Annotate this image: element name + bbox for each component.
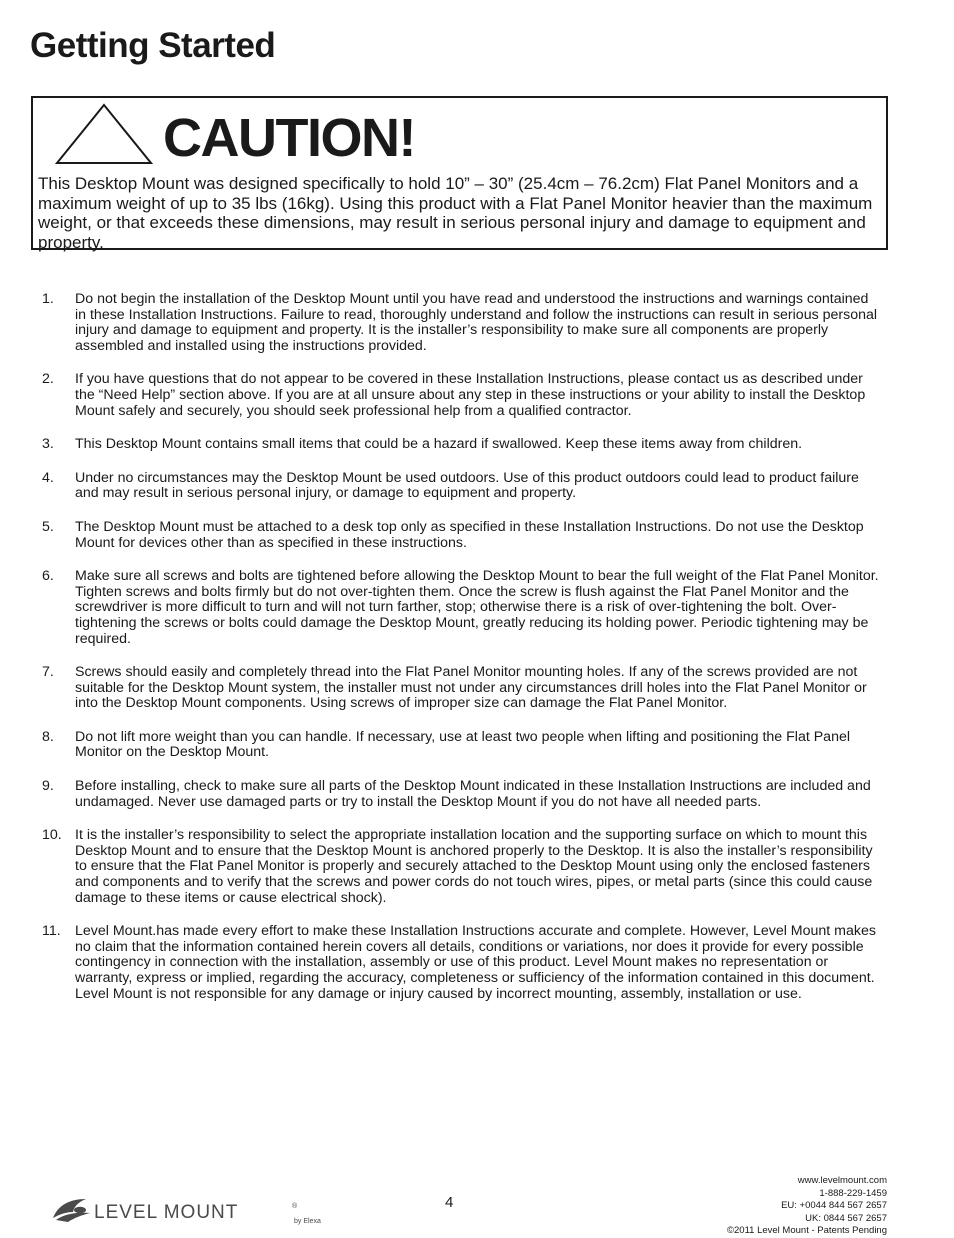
list-item (42, 292, 882, 354)
item-number: 4. (42, 469, 54, 486)
uk-phone-number: UK: 0844 567 2657 (805, 1212, 887, 1224)
item-text: It is the installer’s responsibility to select the appropriate installation location and the supporting surface on which to mount this Desktop Mount and to ensure that the Desktop Mount is anchored properly to the Desktop. It is also the installer’s responsibility to ensure that the Flat Panel Monitor is properly and securely attached to the Desktop Mount using only the enclosed fasteners and components and to verify that the screws and power cords do not touch wires, pipes, or metal parts (since this could cause damage to these items or cause electrical shock). (75, 827, 873, 906)
list-item (42, 779, 882, 810)
contact-info (727, 1175, 887, 1238)
list-item (42, 520, 882, 551)
list-item (42, 730, 882, 761)
page-title: Getting Started (30, 26, 276, 65)
item-number: 2. (42, 371, 54, 388)
phone-number: 1-888-229-1459 (819, 1187, 887, 1199)
caution-heading: CAUTION! (163, 108, 415, 168)
logo-byline: by Elexa (294, 1218, 321, 1225)
item-number: 8. (42, 728, 54, 745)
website-url[interactable]: www.levelmount.com (797, 1175, 887, 1186)
eu-phone-number: EU: +0044 844 567 2657 (781, 1200, 887, 1211)
item-text: Before installing, check to make sure all parts of the Desktop Mount indicated in these Installation Instructions are included and undamaged. Never use damaged parts or try to install the Desktop Mount if you do not have all needed parts. (75, 778, 871, 810)
item-text: Screws should easily and completely thread into the Flat Panel Monitor mounting holes. If any of the screws provided are not suitable for the Desktop Mount system, the installer must not under any circumstances drill holes into the Flat Panel Monitor or into the Desktop Mount components. Using screws of improper size can damage the Flat Panel Monitor. (75, 664, 867, 712)
list-item (42, 924, 882, 1002)
list-item (42, 569, 882, 647)
item-number: 7. (42, 664, 54, 681)
logo-registered-mark: ® (292, 1203, 298, 1210)
caution-text: This Desktop Mount was designed specifically to hold 10” – 30” (25.4cm – 76.2cm) Flat Panel Monitors and a maximum weight of up to 35 lbs (16kg). Using this product with a Flat Panel Monitor heavier than the maximum weight, or that exceeds these dimensions, may result in serious personal injury and damage to equipment and property. (38, 174, 873, 252)
item-text: Make sure all screws and bolts are tightened before allowing the Desktop Mount to bear the full weight of the Flat Panel Monitor. Tighten screws and bolts firmly but do not over-tighten them. Once the screw is flush against the Flat Panel Monitor and the screwdriver is more difficult to turn and will not turn farther, stop; otherwise there is a risk of over-tightening the bolt. Over-tightening the screws or bolts could damage the Desktop Mount, greatly reducing its holding power. Periodic tightening may be required. (75, 568, 879, 647)
list-item (42, 372, 882, 419)
item-text: Do not lift more weight than you can handle. If necessary, use at least two people when lifting and positioning the Flat Panel Monitor on the Desktop Mount. (75, 728, 850, 761)
item-number: 9. (42, 778, 54, 795)
item-number: 1. (42, 291, 54, 307)
item-number: 6. (42, 568, 54, 585)
item-number: 10. (42, 827, 62, 844)
item-number: 5. (42, 518, 54, 535)
level-mount-logo (52, 1196, 342, 1226)
item-number: 3. (42, 436, 54, 453)
page-number: 4 (445, 1194, 454, 1211)
instruction-list (42, 292, 882, 1020)
item-text: If you have questions that do not appear to be covered in these Installation Instructions, please contact us as described under the “Need Help” section above. If you are at all unsure about any step in these instructions or your ability to install the Desktop Mount safely and securely, you should seek professional help from a qualified contractor. (75, 371, 866, 419)
item-text: Under no circumstances may the Desktop Mount be used outdoors. Use of this product outdoors could lead to product failure and may result in serious personal injury, or damage to equipment and property. (75, 469, 859, 502)
logo-wordmark: LEVEL MOUNT (94, 1202, 239, 1223)
copyright-notice: ©2011 Level Mount - Patents Pending (727, 1225, 887, 1236)
list-item (42, 471, 882, 502)
list-item (42, 437, 882, 453)
logo-mark-icon (53, 1199, 90, 1222)
item-text: The Desktop Mount must be attached to a desk top only as specified in these Installation Instructions. Do not use the Desktop Mount for devices other than as specified in these instructions. (75, 518, 864, 551)
warning-triangle-icon (54, 103, 154, 165)
list-item (42, 828, 882, 906)
item-text: Do not begin the installation of the Desktop Mount until you have read and understood the instructions and warnings contained in these Installation Instructions. Failure to read, thoroughly understand and follow the instructions can result in serious personal injury and damage to equipment and property. It is the installer’s responsibility to make sure all components are properly assembled and installed using the instructions provided. (75, 291, 878, 354)
item-text: Level Mount.has made every effort to make these Installation Instructions accurate and complete. However, Level Mount makes no claim that the information contained herein covers all details, conditions or variations, nor does it provide for every possible contingency in connection with the installation, assembly or use of this product. Level Mount makes no representation or warranty, express or implied, regarding the accuracy, completeness or sufficiency of the information contained in this document. Level Mount is not responsible for any damage or injury caused by incorrect mounting, assembly, installation or use. (75, 923, 876, 1002)
caution-box (31, 96, 888, 250)
list-item (42, 665, 882, 712)
item-text: This Desktop Mount contains small items that could be a hazard if swallowed. Keep these items away from children. (75, 436, 803, 453)
item-number: 11. (42, 923, 61, 940)
